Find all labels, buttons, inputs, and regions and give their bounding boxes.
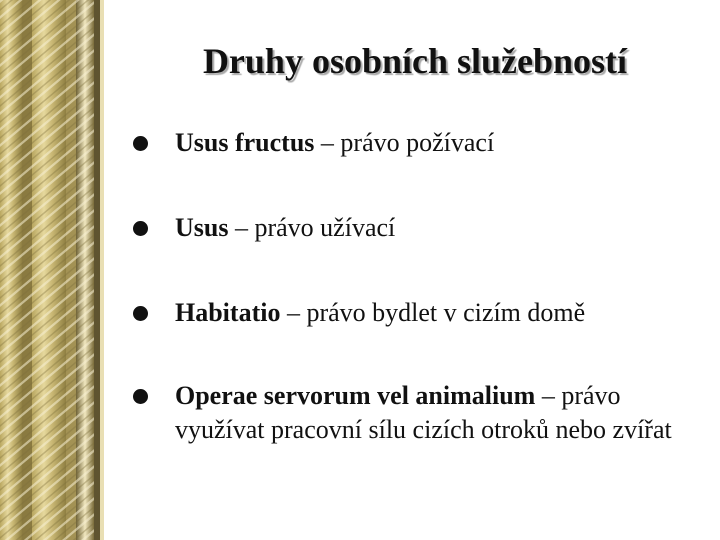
- decorative-gold-strip-graphic: [0, 0, 104, 540]
- bullet-description: právo využívat pracovní sílu cizích otroků nebo zvířat: [175, 381, 672, 444]
- bullet-text: [175, 126, 695, 160]
- slide-title: Druhy osobních služebností: [202, 41, 628, 81]
- bullet-separator: –: [314, 128, 341, 157]
- bullet-separator: –: [228, 213, 255, 242]
- bullet-separator: –: [535, 381, 562, 410]
- filled-circle-bullet-icon: [133, 306, 148, 321]
- bullet-term: Habitatio: [175, 298, 281, 327]
- decorative-gold-strip: [0, 0, 104, 540]
- filled-circle-bullet-icon: [133, 389, 148, 404]
- bullet-term: Operae servorum vel animalium: [175, 381, 536, 410]
- bullet-description: právo požívací: [340, 128, 495, 157]
- bullet-text: [175, 296, 695, 330]
- bullet-text: [175, 211, 695, 245]
- bullet-text: [175, 379, 695, 447]
- filled-circle-bullet-icon: [133, 136, 148, 151]
- bullet-description: právo užívací: [254, 213, 396, 242]
- bullet-term: Usus fructus: [175, 128, 315, 157]
- bullet-description: právo bydlet v cizím domě: [306, 298, 586, 327]
- bullet-separator: –: [280, 298, 307, 327]
- filled-circle-bullet-icon: [133, 221, 148, 236]
- bullet-term: Usus: [175, 213, 229, 242]
